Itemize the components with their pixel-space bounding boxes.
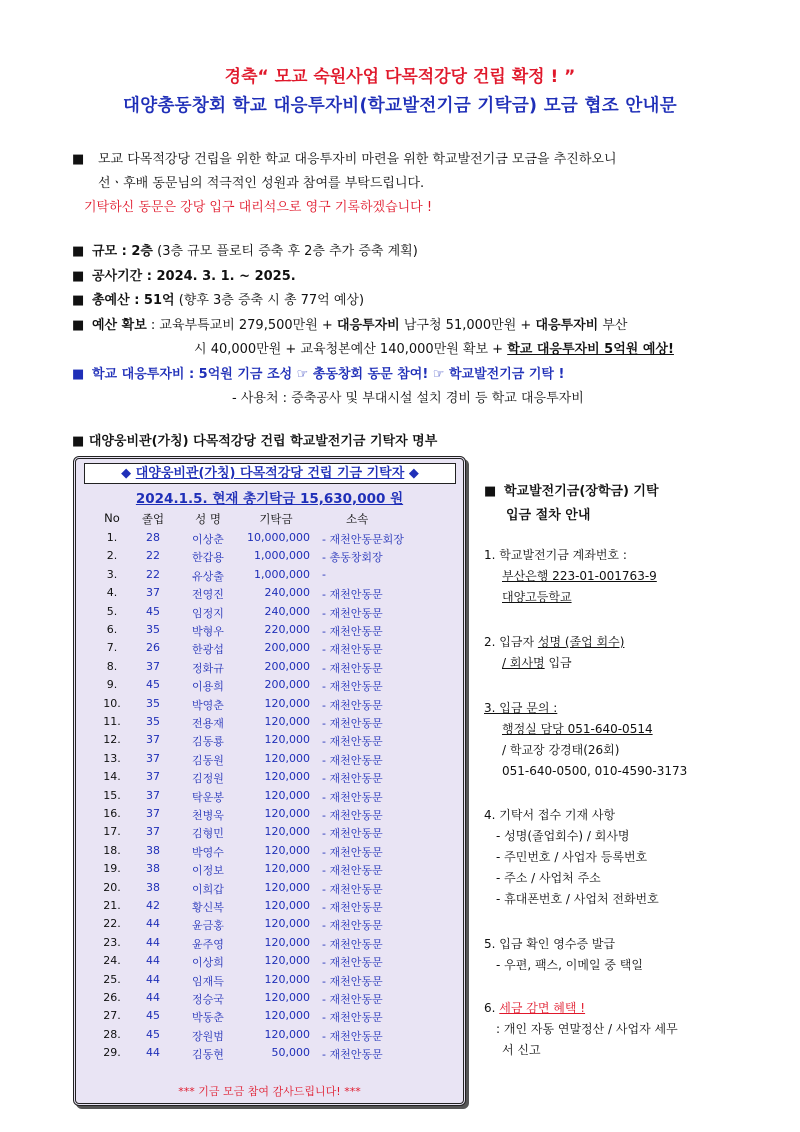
step-6-line-1: : 개인 자동 연말정산 / 사업자 세무 [496, 1022, 678, 1036]
table-row [76, 752, 463, 771]
intro-red-line: 기탁하신 동문은 강당 입구 대리석으로 영구 기록하겠습니다 ! [84, 200, 433, 215]
row-class: 26 [146, 641, 160, 655]
table-row [76, 954, 463, 973]
step-5-line: - 우편, 팩스, 이메일 중 택일 [496, 958, 643, 972]
row-no: 24. [103, 954, 121, 968]
row-name: 탁운봉 [192, 790, 224, 804]
row-org: - 재천안동문 [322, 845, 383, 859]
step-4-item: - 주소 / 사업처 주소 [496, 871, 601, 885]
row-no: 9. [106, 678, 118, 692]
secure-highlight: 학교 대응투자비 5억원 예상! [507, 342, 674, 357]
row-class: 38 [146, 843, 160, 857]
table-row [76, 586, 463, 605]
row-no: 16. [103, 807, 121, 820]
row-org: - 재천안동문 [322, 606, 383, 620]
row-name: 장원범 [192, 1029, 224, 1043]
table-row [76, 825, 463, 844]
table-row [76, 917, 463, 936]
row-class: 37 [146, 807, 160, 820]
row-name: 이정보 [192, 864, 224, 878]
row-amount: 120,000 [264, 991, 310, 1004]
bullet-square-icon: ■ [484, 484, 497, 499]
table-row [76, 1009, 463, 1028]
row-org: - 재천안동문회장 [322, 533, 404, 546]
side-heading-2: 입금 절차 안내 [506, 508, 591, 523]
row-no: 6. [106, 623, 118, 636]
row-class: 44 [146, 972, 160, 986]
row-name: 한갑용 [192, 551, 224, 565]
table-row [76, 641, 463, 660]
row-org: - 재천안동문 [322, 901, 383, 914]
table-row [76, 715, 463, 734]
row-name: 김동원 [192, 753, 224, 767]
row-amount: 120,000 [264, 843, 310, 857]
bullet-square-icon: ■ [72, 317, 85, 333]
fact-budget [72, 289, 732, 314]
row-org: - [322, 567, 326, 581]
col-name: 성 명 [195, 512, 221, 526]
row-amount: 240,000 [264, 604, 310, 618]
secure-bold: 대응투자비 [535, 317, 599, 333]
bullet-square-icon: ■ [72, 244, 85, 259]
row-class: 22 [146, 549, 160, 563]
row-org: - 재천안동문 [322, 698, 383, 712]
bullet-square-icon: ■ [72, 434, 89, 449]
table-row [76, 899, 463, 918]
table-row [76, 1028, 463, 1047]
row-name: 이용희 [192, 680, 224, 694]
row-org: - 재천안동문 [322, 772, 383, 786]
row-org: - 재천안동문 [322, 1011, 383, 1025]
account-holder: 대양고등학교 [502, 590, 572, 604]
row-org: - 재천안동문 [322, 827, 383, 841]
secure-text: 부산 [598, 317, 628, 333]
step-6-title: 세금 감면 혜택 ! [499, 1001, 586, 1015]
fact-secured [72, 314, 732, 339]
fact-scale-label: 규모 : 2층 [92, 244, 153, 259]
row-amount: 1,000,000 [254, 567, 310, 581]
table-row [76, 789, 463, 808]
row-amount: 120,000 [264, 825, 310, 839]
row-name: 정화규 [192, 661, 224, 675]
row-no: 4. [106, 586, 118, 600]
row-name: 전용재 [192, 717, 224, 730]
row-org: - 재천안동문 [322, 1048, 383, 1062]
donor-box [73, 456, 466, 1106]
step-4-item: - 주민번호 / 사업자 등록번호 [496, 850, 648, 864]
table-row [76, 844, 463, 863]
row-org: - 재천안동문 [322, 588, 383, 602]
row-class: 38 [146, 880, 160, 894]
row-amount: 120,000 [264, 1009, 310, 1023]
row-class: 45 [146, 1009, 160, 1023]
row-name: 임재득 [192, 974, 224, 988]
table-row [76, 936, 463, 955]
row-class: 44 [146, 917, 160, 931]
table-row [76, 549, 463, 568]
step-6-line-2: 서 신고 [502, 1043, 541, 1057]
project-facts [72, 240, 732, 412]
row-amount: 240,000 [264, 586, 310, 600]
step-6-num: 6. [484, 1001, 500, 1015]
side-step-5 [484, 934, 784, 976]
row-no: 22. [103, 917, 121, 931]
step-4-item: - 휴대폰번호 / 사업처 전화번호 [496, 892, 659, 906]
donor-table-header [76, 511, 463, 527]
row-class: 44 [146, 935, 160, 949]
table-row [76, 697, 463, 716]
row-no: 26. [103, 991, 121, 1004]
step-5-title: 5. 입금 확인 영수증 발급 [484, 937, 616, 951]
row-class: 45 [146, 604, 160, 618]
row-org: - 재천안동문 [322, 735, 383, 749]
row-name: 윤금홍 [192, 919, 224, 933]
row-amount: 220,000 [264, 623, 310, 636]
side-step-3 [484, 698, 784, 782]
donor-summary: 2024.1.5. 현재 총기탁금 15,630,000 원 [135, 491, 404, 507]
row-org: - 재천안동문 [322, 993, 383, 1006]
row-org: - 총동창회장 [322, 551, 383, 565]
fact-period-label: 공사기간 : 2024. 3. 1. ~ 2025. [92, 268, 296, 284]
row-class: 44 [146, 991, 160, 1004]
row-amount: 120,000 [264, 972, 310, 986]
bullet-square-icon: ■ [72, 152, 85, 167]
row-no: 14. [103, 770, 121, 784]
row-name: 박동춘 [192, 1011, 224, 1025]
row-class: 45 [146, 678, 160, 692]
row-no: 2. [106, 549, 118, 563]
headline-congrats: 경축“ 모교 숙원사업 다목적강당 건립 확정 ! ” [224, 67, 576, 87]
side-step-2 [484, 632, 784, 674]
row-name: 천병욱 [192, 809, 224, 822]
row-amount: 120,000 [264, 733, 310, 747]
table-row [76, 770, 463, 789]
row-class: 45 [146, 1027, 160, 1041]
secure-text: 남구청 51,000만원 + [399, 317, 536, 333]
table-row [76, 862, 463, 881]
row-no: 11. [103, 715, 121, 728]
diamond-icon: ◆ [404, 466, 419, 481]
table-row [76, 605, 463, 624]
col-class: 졸업 [141, 512, 165, 526]
row-class: 44 [146, 1046, 160, 1060]
row-class: 38 [146, 862, 160, 876]
fact-scale-note: (3층 규모 플로티 증축 후 2층 추가 증축 계획) [157, 244, 418, 259]
step-3-title: 3. 입금 문의 : [484, 701, 558, 715]
row-org: - 재천안동문 [322, 1029, 383, 1043]
secure-text: : 교육부특교비 279,500만원 + [146, 317, 337, 333]
row-amount: 120,000 [264, 1027, 310, 1041]
step-4-item: - 성명(졸업회수) / 회사명 [496, 829, 630, 843]
row-no: 8. [106, 659, 118, 673]
step-4-title: 4. 기탁서 접수 기재 사항 [484, 808, 616, 822]
table-row [76, 568, 463, 587]
secure-text: 시 40,000만원 + 교육청본예산 140,000만원 확보 + [194, 342, 508, 357]
row-name: 유상출 [192, 569, 224, 583]
row-no: 10. [103, 696, 121, 710]
row-org: - 재천안동문 [322, 717, 383, 730]
table-row [76, 991, 463, 1010]
office-contact: 행정실 담당 051-640-0514 [502, 722, 653, 736]
row-name: 김동룡 [192, 735, 224, 749]
row-no: 29. [103, 1046, 121, 1060]
row-no: 27. [103, 1009, 121, 1023]
side-step-4 [484, 805, 784, 910]
row-name: 황신복 [192, 901, 224, 914]
row-amount: 120,000 [264, 935, 310, 949]
row-class: 37 [146, 586, 160, 600]
row-amount: 120,000 [264, 715, 310, 728]
row-org: - 재천안동문 [322, 790, 383, 804]
table-row [76, 1046, 463, 1065]
row-no: 19. [103, 862, 121, 876]
fact-scale [72, 240, 732, 265]
col-org: 소속 [346, 512, 369, 526]
row-no: 20. [103, 880, 121, 894]
row-org: - 재천안동문 [322, 956, 383, 970]
row-org: - 재천안동문 [322, 643, 383, 657]
fact-secured-label: 예산 확보 [92, 317, 147, 333]
row-amount: 10,000,000 [247, 531, 310, 544]
step-2-title-u: 성명 (졸업 회수) [537, 635, 625, 649]
side-heading [484, 480, 774, 528]
row-org: - 재천안동문 [322, 974, 383, 988]
row-org: - 재천안동문 [322, 882, 383, 896]
row-name: 김정원 [192, 772, 224, 786]
donor-box-title-text: 대양웅비관(가칭) 다목적강당 건립 기금 기탁자 [135, 466, 405, 481]
bullet-square-icon: ■ [72, 293, 85, 308]
row-amount: 120,000 [264, 862, 310, 876]
table-row [76, 660, 463, 679]
document-title: 대양총동창회 학교 대응투자비(학교발전기금 기탁금) 모금 협조 안내문 [123, 96, 677, 116]
row-class: 37 [146, 733, 160, 747]
intro-line-1: 모교 다목적강당 건립을 위한 학교 대응투자비 마련을 위한 학교발전기금 모금을 추진하오니 [98, 152, 617, 167]
donor-box-footer: *** 기금 모금 참여 감사드립니다! *** [178, 1085, 361, 1098]
row-amount: 120,000 [264, 917, 310, 931]
row-name: 윤주영 [192, 937, 224, 951]
row-no: 21. [103, 899, 121, 912]
bullet-square-icon: ■ [72, 366, 85, 382]
row-class: 35 [146, 696, 160, 710]
row-class: 37 [146, 659, 160, 673]
row-amount: 120,000 [264, 807, 310, 820]
donor-list-heading-text: 대양웅비관(가칭) 다목적강당 건립 학교발전기금 기탁자 명부 [88, 434, 438, 449]
fund-line: 학교 대응투자비 : 5억원 기금 조성 ☞ 총동창회 동문 참여! ☞ 학교발전기금 기탁 ! [92, 366, 565, 382]
row-amount: 50,000 [271, 1046, 310, 1060]
row-org: - 재천안동문 [322, 625, 383, 638]
row-amount: 200,000 [264, 659, 310, 673]
step-2-deposit: 입금 [544, 656, 572, 670]
col-amount: 기탁금 [259, 512, 293, 526]
fact-budget-note: (향후 3층 증축 시 총 77억 예상) [178, 293, 365, 308]
row-name: 이희갑 [192, 882, 224, 896]
row-amount: 120,000 [264, 770, 310, 784]
row-no: 18. [103, 843, 121, 857]
row-org: - 재천안동문 [322, 661, 383, 675]
step-2-company: / 회사명 [502, 656, 545, 670]
row-amount: 1,000,000 [254, 549, 310, 563]
row-name: 이상춘 [192, 533, 224, 546]
donor-list-heading [72, 430, 437, 449]
col-no: No [104, 511, 120, 525]
fact-budget-label: 총예산 : 51억 [92, 293, 175, 308]
row-name: 박영춘 [192, 698, 224, 712]
diamond-icon: ◆ [121, 466, 136, 481]
row-org: - 재천안동문 [322, 937, 383, 951]
phone-numbers: 051-640-0500, 010-4590-3173 [502, 764, 688, 778]
row-name: 김형민 [192, 827, 224, 841]
row-no: 12. [103, 733, 121, 747]
row-amount: 120,000 [264, 954, 310, 968]
row-amount: 120,000 [264, 899, 310, 912]
row-no: 3. [106, 567, 118, 581]
table-row [76, 531, 463, 550]
row-no: 13. [103, 751, 121, 765]
row-class: 37 [146, 751, 160, 765]
table-row [76, 623, 463, 642]
row-name: 한광섭 [192, 643, 224, 657]
table-row [76, 881, 463, 900]
row-amount: 120,000 [264, 696, 310, 710]
row-amount: 120,000 [264, 880, 310, 894]
fact-fund [72, 363, 732, 388]
principal-contact: / 학교장 강경태(26회) [502, 743, 620, 757]
table-row [76, 807, 463, 826]
row-class: 37 [146, 770, 160, 784]
bank-account: 부산은행 223-01-001763-9 [502, 569, 657, 583]
fact-usage: - 사용처 : 증축공사 및 부대시설 설치 경비 등 학교 대응투자비 [232, 391, 584, 406]
row-no: 28. [103, 1027, 121, 1041]
row-amount: 120,000 [264, 751, 310, 765]
row-class: 44 [146, 954, 160, 968]
side-step-6 [484, 998, 784, 1061]
row-no: 23. [103, 935, 121, 949]
secure-bold: 대응투자비 [336, 317, 400, 333]
row-amount: 200,000 [264, 641, 310, 655]
row-class: 37 [146, 788, 160, 802]
row-amount: 120,000 [264, 788, 310, 802]
row-no: 17. [103, 825, 121, 839]
row-org: - 재천안동문 [322, 680, 383, 694]
row-no: 1. [106, 531, 118, 544]
row-name: 전영진 [192, 588, 224, 602]
fact-secured-cont [72, 338, 732, 363]
table-row [76, 733, 463, 752]
row-no: 25. [103, 972, 121, 986]
row-name: 이상희 [192, 956, 224, 970]
row-name: 김동현 [192, 1048, 224, 1062]
row-no: 15. [103, 788, 121, 802]
row-class: 22 [146, 567, 160, 581]
row-class: 28 [146, 531, 160, 544]
row-org: - 재천안동문 [322, 809, 383, 822]
row-org: - 재천안동문 [322, 864, 383, 878]
fact-period [72, 265, 732, 290]
row-class: 37 [146, 825, 160, 839]
table-row [76, 678, 463, 697]
row-no: 7. [106, 641, 118, 655]
row-class: 42 [146, 899, 160, 912]
donor-box-title [84, 463, 456, 484]
row-no: 5. [106, 604, 118, 618]
row-org: - 재천안동문 [322, 753, 383, 767]
side-step-1 [484, 545, 784, 608]
row-name: 박영수 [192, 845, 224, 859]
row-org: - 재천안동문 [322, 919, 383, 933]
row-amount: 200,000 [264, 678, 310, 692]
side-heading-1: 학교발전기금(장학금) 기탁 [504, 484, 659, 499]
table-row [76, 973, 463, 992]
intro-paragraph [72, 148, 732, 220]
row-name: 임정지 [192, 606, 224, 620]
row-name: 정승국 [192, 993, 224, 1006]
step-2-title: 2. 입금자 [484, 635, 538, 649]
step-1-title: 1. 학교발전기금 계좌번호 : [484, 548, 627, 562]
row-class: 35 [146, 623, 160, 636]
row-name: 박형우 [192, 625, 224, 638]
bullet-square-icon: ■ [72, 268, 85, 284]
intro-line-2: 선ㆍ후배 동문님의 적극적인 성원과 참여를 부탁드립니다. [98, 176, 425, 191]
row-class: 35 [146, 715, 160, 728]
